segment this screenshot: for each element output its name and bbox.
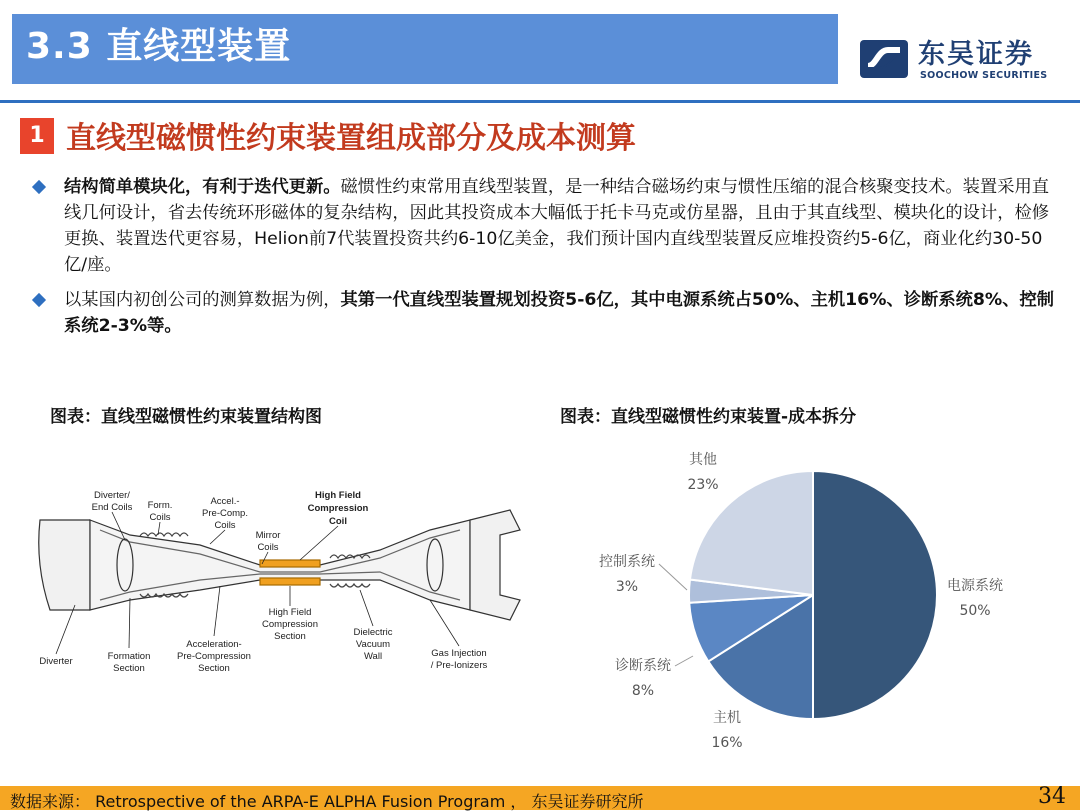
pie-slice-1 xyxy=(813,471,937,719)
label-line: Wall xyxy=(363,651,383,662)
label-line: Section xyxy=(113,663,145,674)
label-line: Section xyxy=(198,663,230,674)
label-accel-coils xyxy=(202,496,248,531)
soochow-logo-icon xyxy=(858,36,910,82)
label-line: Coils xyxy=(149,512,171,523)
page-number: 34 xyxy=(1038,784,1066,809)
pie-category-label: 电源系统 xyxy=(947,578,1003,594)
label-line: High Field xyxy=(268,607,312,618)
bullet-bold-text: 结构简单模块化，有利于迭代更新。 xyxy=(64,177,341,197)
pie-slices xyxy=(689,471,937,719)
label-line: Pre-Comp. xyxy=(202,508,248,519)
figure-caption-cost: 图表：直线型磁惯性约束装置-成本拆分 xyxy=(560,407,857,427)
label-diverter-end-coils xyxy=(92,490,133,513)
bullet-text xyxy=(64,174,1064,278)
label-high-field-section xyxy=(262,607,318,642)
pie-category-label: 诊断系统 xyxy=(615,658,671,674)
pie-category-label: 其他 xyxy=(689,452,717,468)
figure-caption-structure: 图表：直线型磁惯性约束装置结构图 xyxy=(50,407,322,427)
bullet-bold-text: 其第一代直线型装置规划投资5-6亿，其中电源系统占50%、主机16%、诊断系统8%、控制系统2-3%等。 xyxy=(64,290,1055,336)
label-line: Mirror xyxy=(255,530,281,541)
diamond-bullet-icon xyxy=(32,293,46,307)
pie-leader-line xyxy=(659,564,687,590)
label-line: Diverter xyxy=(39,656,73,667)
label-line: / Pre-Ionizers xyxy=(430,660,488,671)
label-diverter xyxy=(39,656,72,667)
logo-english-name: SOOCHOW SECURITIES xyxy=(920,70,1048,81)
label-line: Dielectric xyxy=(353,627,393,638)
pie-value-label: 23% xyxy=(687,477,719,493)
label-line: Section xyxy=(274,631,306,642)
bullet-item-2 xyxy=(34,287,1055,339)
pie-value-label: 3% xyxy=(615,579,639,595)
pie-leader-line xyxy=(675,656,693,666)
label-line: Form. xyxy=(147,500,173,511)
company-logo xyxy=(858,36,1068,88)
pie-value-label: 50% xyxy=(959,603,991,619)
label-formation-section xyxy=(108,651,151,674)
section-title: 直线型磁惯性约束装置组成部分及成本测算 xyxy=(66,121,636,156)
label-line: Coils xyxy=(214,520,236,531)
label-line: Vacuum xyxy=(355,639,391,650)
pie-category-label: 主机 xyxy=(713,710,741,726)
pie-value-label: 16% xyxy=(711,735,743,751)
cost-breakdown-pie-chart xyxy=(575,440,1055,760)
label-high-field-coil xyxy=(308,490,369,527)
label-line: Coils xyxy=(257,542,279,553)
bullet-item-1 xyxy=(34,174,1050,278)
label-form-coils xyxy=(148,500,173,523)
bullet-body-text: 磁惯性约束常用直线型装置，是一种结合磁场约束与惯性压缩的混合核聚变技术。装置采用直线几何设计，省去传统环形磁体的复杂结构，因此其投资成本大幅低于托卡马克或仿星器，且由于其直线型、模块化的设计，检修更换、装置迭代更容易，Helion前7代装置投资共约6-10亿美金，我们预计国内直线型装置反应堆投资约5-6亿，商业化约30-50亿/座。 xyxy=(64,177,1050,275)
label-line: Compression xyxy=(262,619,318,630)
bullet-body-text: 以某国内初创公司的测算数据为例， xyxy=(64,290,341,310)
data-source: 数据来源： Retrospective of the ARPA-E ALPHA Fusion Program ， 东吴证券研究所 xyxy=(10,792,644,811)
pie-category-label: 控制系统 xyxy=(599,554,655,570)
page-title: 3.3 直线型装置 xyxy=(26,26,292,67)
label-line: Accel.- xyxy=(210,496,240,507)
label-line: Pre-Compression xyxy=(177,651,251,662)
label-line: Coil xyxy=(329,516,347,527)
header-divider xyxy=(0,100,1080,103)
label-dielectric-wall xyxy=(353,627,392,662)
label-line: End Coils xyxy=(91,502,133,513)
label-line: Gas Injection xyxy=(431,648,487,659)
pie-value-label: 8% xyxy=(631,683,655,699)
device-body xyxy=(39,510,520,620)
label-line: Acceleration- xyxy=(186,639,242,650)
device-structure-diagram xyxy=(30,480,530,690)
label-line: Diverter/ xyxy=(94,490,130,501)
bullet-text xyxy=(64,287,1064,339)
logo-chinese-name: 东吴证券 xyxy=(918,39,1034,70)
label-line: Formation xyxy=(107,651,151,662)
section-number-badge: 1 xyxy=(20,118,54,154)
label-acceleration-section xyxy=(177,639,251,674)
label-line: High Field xyxy=(315,490,361,501)
label-mirror-coils xyxy=(256,530,281,553)
diamond-bullet-icon xyxy=(32,180,46,194)
label-line: Compression xyxy=(307,503,369,514)
label-gas-injection xyxy=(431,648,488,671)
